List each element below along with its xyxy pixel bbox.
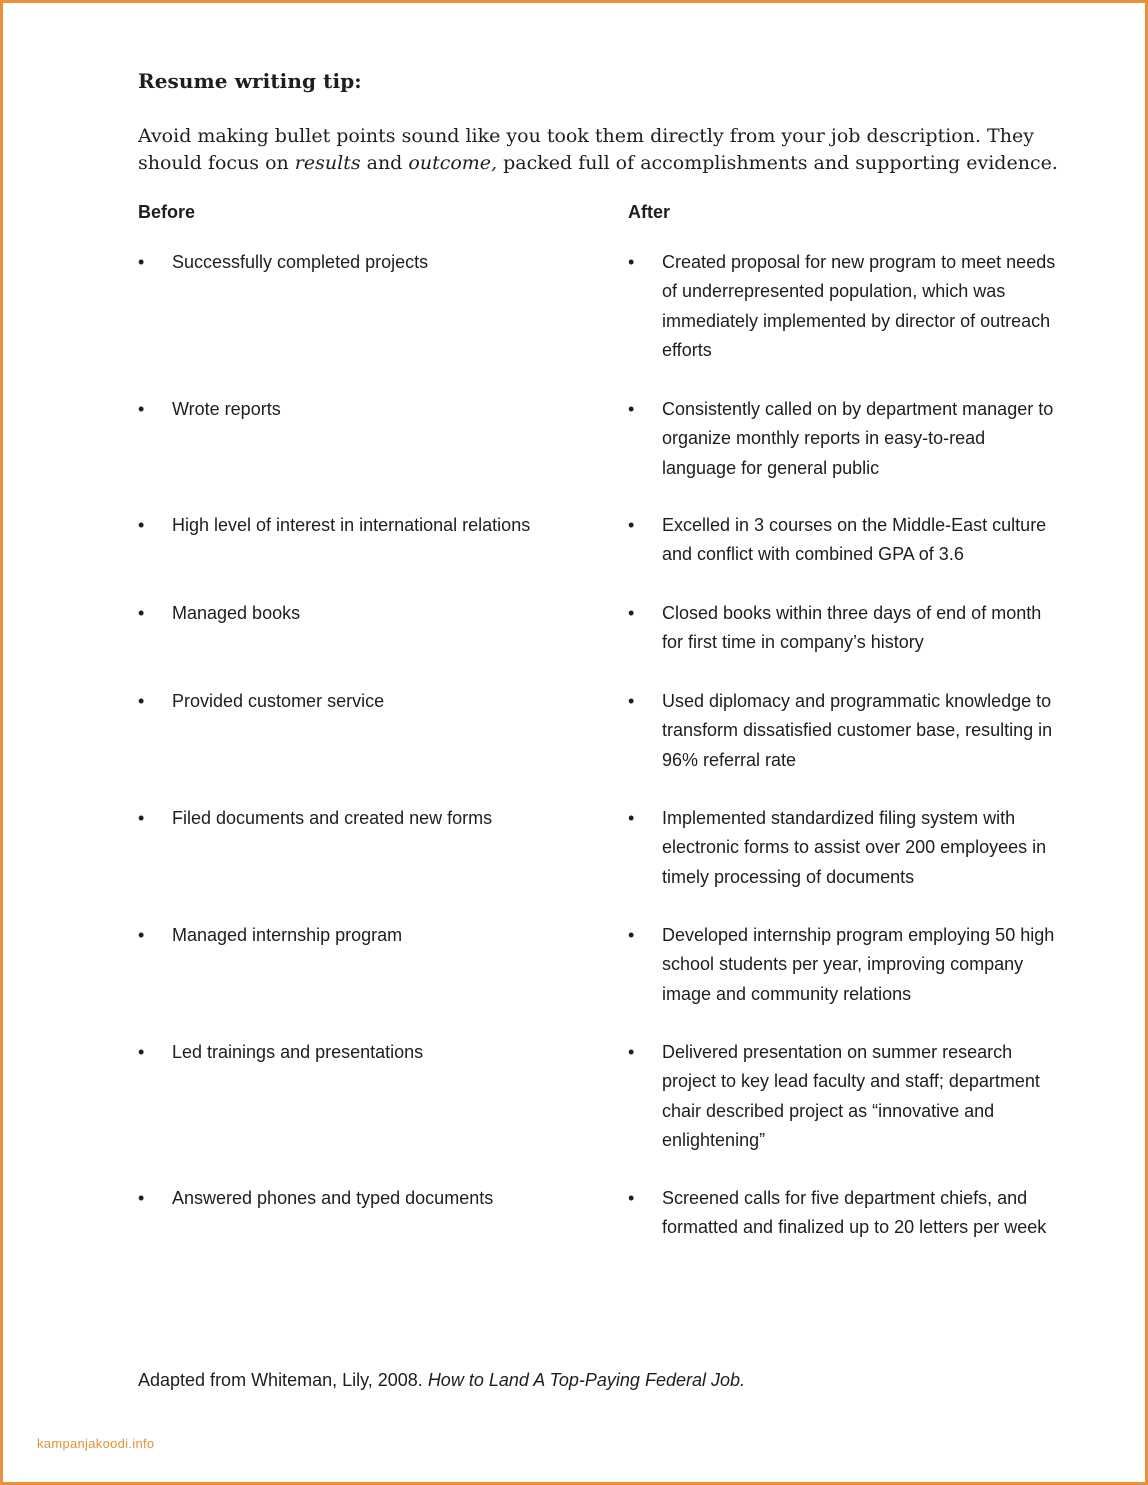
after-item — [628, 511, 1058, 570]
bullet-glyph: • — [628, 252, 635, 272]
after-item — [628, 599, 1058, 658]
bullet-glyph: • — [628, 925, 635, 945]
bullet-glyph: • — [138, 603, 145, 623]
citation-text: Adapted from Whiteman, Lily, 2008. — [138, 1370, 428, 1390]
after-item — [628, 395, 1058, 483]
before-item — [138, 395, 578, 424]
intro-emphasis-outcome: outcome, — [408, 152, 498, 174]
citation-book-title: How to Land A Top-Paying Federal Job. — [427, 1370, 746, 1390]
bullet-glyph: • — [628, 808, 635, 828]
after-item — [628, 248, 1058, 365]
watermark: kampanjakoodi.info — [37, 1436, 155, 1451]
before-heading: Before — [138, 202, 196, 222]
before-item-text: High level of interest in international relations — [172, 515, 531, 535]
bullet-glyph: • — [138, 399, 145, 419]
bullet-glyph: • — [138, 515, 145, 535]
after-heading: After — [628, 202, 671, 222]
after-item — [628, 1184, 1058, 1243]
page-title: Resume writing tip: — [138, 69, 362, 93]
before-item-text: Successfully completed projects — [172, 252, 429, 272]
bullet-glyph: • — [138, 252, 145, 272]
citation — [138, 1370, 745, 1391]
bullet-glyph: • — [628, 1042, 635, 1062]
after-item-text: Consistently called on by department manager to organize monthly reports in easy-to-read language for general public — [662, 399, 1054, 478]
intro-text-2: and — [360, 152, 409, 174]
after-item-text: Delivered presentation on summer research project to key lead faculty and staff; department chair described project as “innovative and enlightening” — [662, 1042, 1040, 1150]
intro-text-1: Avoid making bullet points sound like you took them directly from your job description. They should focus on — [138, 125, 1034, 174]
before-item — [138, 921, 578, 950]
after-item-text: Excelled in 3 courses on the Middle-East culture and conflict with combined GPA of 3.6 — [662, 515, 1047, 565]
before-item — [138, 804, 578, 833]
before-item — [138, 1038, 578, 1067]
bullet-glyph: • — [138, 1188, 145, 1208]
bullet-glyph: • — [628, 515, 635, 535]
before-item — [138, 687, 578, 716]
before-item-text: Managed books — [172, 603, 301, 623]
after-item — [628, 687, 1058, 775]
intro-emphasis-results: results — [294, 152, 361, 174]
bullet-glyph: • — [628, 1188, 635, 1208]
before-item — [138, 1184, 578, 1213]
before-item-text: Wrote reports — [172, 399, 281, 419]
after-item — [628, 804, 1058, 892]
before-item-text: Answered phones and typed documents — [172, 1188, 494, 1208]
bullet-glyph: • — [138, 691, 145, 711]
before-item — [138, 511, 578, 540]
bullet-glyph: • — [138, 1042, 145, 1062]
bullet-glyph: • — [138, 925, 145, 945]
before-item — [138, 599, 578, 628]
after-item-text: Implemented standardized filing system with electronic forms to assist over 200 employees in timely processing of documents — [662, 808, 1047, 887]
bullet-glyph: • — [628, 603, 635, 623]
after-item-text: Developed internship program employing 50 high school students per year, improving company image and community relations — [662, 925, 1055, 1004]
before-item-text: Provided customer service — [172, 691, 385, 711]
before-item — [138, 248, 578, 277]
after-item-text: Screened calls for five department chiefs, and formatted and finalized up to 20 letters per week — [662, 1188, 1047, 1238]
after-item — [628, 1038, 1058, 1155]
before-item-text: Filed documents and created new forms — [172, 808, 493, 828]
after-item-text: Used diplomacy and programmatic knowledge to transform dissatisfied customer base, resulting in 96% referral rate — [662, 691, 1053, 770]
bullet-glyph: • — [138, 808, 145, 828]
bullet-glyph: • — [628, 399, 635, 419]
before-item-text: Led trainings and presentations — [172, 1042, 424, 1062]
after-item-text: Created proposal for new program to meet needs of underrepresented population, which was immediately implemented by director of outreach efforts — [662, 252, 1056, 360]
after-item — [628, 921, 1058, 1009]
before-item-text: Managed internship program — [172, 925, 403, 945]
after-item-text: Closed books within three days of end of month for first time in company’s history — [662, 603, 1042, 653]
bullet-glyph: • — [628, 691, 635, 711]
intro-text-3: packed full of accomplishments and supporting evidence. — [497, 152, 1058, 174]
intro-paragraph — [138, 123, 1068, 177]
